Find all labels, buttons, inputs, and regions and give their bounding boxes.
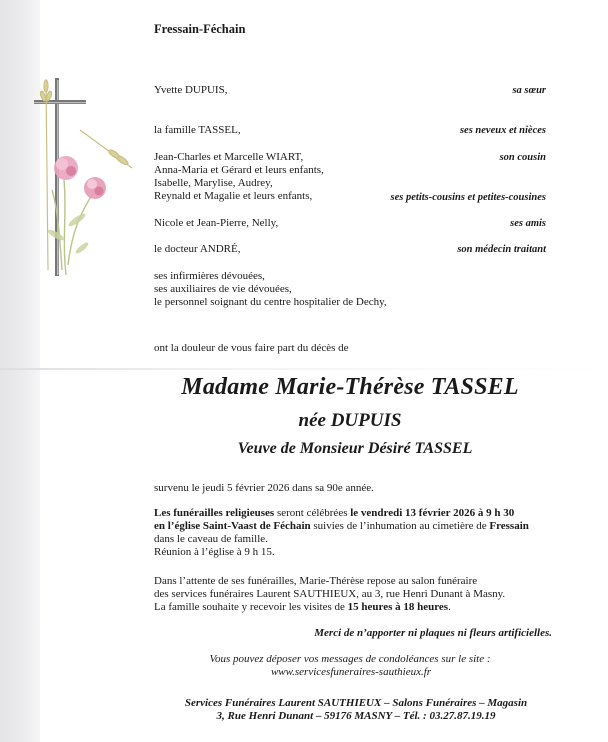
cross-flowers-decoration (22, 70, 142, 280)
relation-label: ses neveux et nièces (459, 125, 546, 136)
condolences-text: Vous pouvez déposer vos messages de condoléances sur le site : (209, 653, 491, 665)
divider-band (0, 368, 608, 370)
relative-line: la famille TASSEL, (154, 124, 241, 136)
visit-line-2: des services funéraires Laurent SAUTHIEUX, au 3, rue Henri Dunant à Masny. (154, 588, 506, 600)
condolences-website[interactable]: www.servicesfuneraires-sauthieux.fr (270, 666, 432, 678)
announcement-text: ont la douleur de vous faire part du décès de (154, 342, 349, 354)
flower-icon (54, 156, 106, 199)
funeral-line-3: dans le caveau de famille. (154, 533, 268, 545)
relation-label: son médecin traitant (457, 244, 546, 255)
relative-line: ses infirmières dévouées, (154, 270, 265, 282)
relative-line: le docteur ANDRÉ, (154, 243, 241, 255)
relative-line: Yvette DUPUIS, (154, 84, 228, 96)
relative-line: Nicole et Jean-Pierre, Nelly, (154, 217, 279, 229)
funeral-text: seront célébrées (274, 507, 351, 519)
wheat-icon (39, 80, 132, 270)
funeral-home-address: 3, Rue Henri Dunant – 59176 MASNY – Tél. : 03.27.87.19.19 (216, 710, 496, 722)
funeral-text: suivies de l’inhumation au cimetière de (310, 520, 490, 532)
death-date: survenu le jeudi 5 février 2026 dans sa 90e année. (154, 482, 374, 494)
funeral-line-1 (154, 507, 514, 520)
visit-end: . (448, 601, 451, 613)
widow-line: Veuve de Monsieur Désiré TASSEL (237, 440, 473, 457)
relation-label: ses petits-cousins et petites-cousines (390, 192, 546, 203)
funeral-church: en l’église Saint-Vaast de Féchain (154, 520, 311, 532)
relative-line: ses auxiliaires de vie dévouées, (154, 283, 292, 295)
visit-line-1: Dans l’attente de ses funérailles, Marie-Thérèse repose au salon funéraire (154, 575, 478, 587)
flowers-note: Merci de n’apporter ni plaques ni fleurs artificielles. (314, 627, 552, 639)
funeral-line-2 (154, 520, 529, 533)
maiden-name: née DUPUIS (298, 410, 402, 431)
funeral-line-4: Réunion à l’église à 9 h 15. (154, 546, 275, 558)
relative-line: Anna-Maria et Gérard et leurs enfants, (154, 164, 324, 176)
cemetery-name: Fressain (489, 520, 529, 532)
relation-label: ses amis (510, 218, 546, 229)
relation-label: sa sœur (512, 85, 546, 96)
relation-label: son cousin (499, 152, 546, 163)
visit-line-3 (154, 601, 451, 614)
deceased-name: Madame Marie-Thérèse TASSEL (181, 374, 519, 400)
visit-text: La famille souhaite y recevoir les visites de (154, 601, 348, 613)
visit-hours: 15 heures à 18 heures (347, 601, 449, 613)
funeral-home-name: Services Funéraires Laurent SAUTHIEUX – Salons Funéraires – Magasin (184, 697, 528, 709)
relative-line: Jean-Charles et Marcelle WIART, (154, 151, 304, 163)
relative-line: Reynald et Magalie et leurs enfants, (154, 190, 313, 202)
funeral-label: Les funérailles religieuses (154, 507, 275, 519)
town-name: Fressain-Féchain (154, 22, 246, 36)
relative-line: le personnel soignant du centre hospitalier de Dechy, (154, 296, 387, 308)
funeral-date: le vendredi 13 février 2026 à 9 h 30 (350, 507, 515, 519)
relative-line: Isabelle, Marylise, Audrey, (154, 177, 273, 189)
